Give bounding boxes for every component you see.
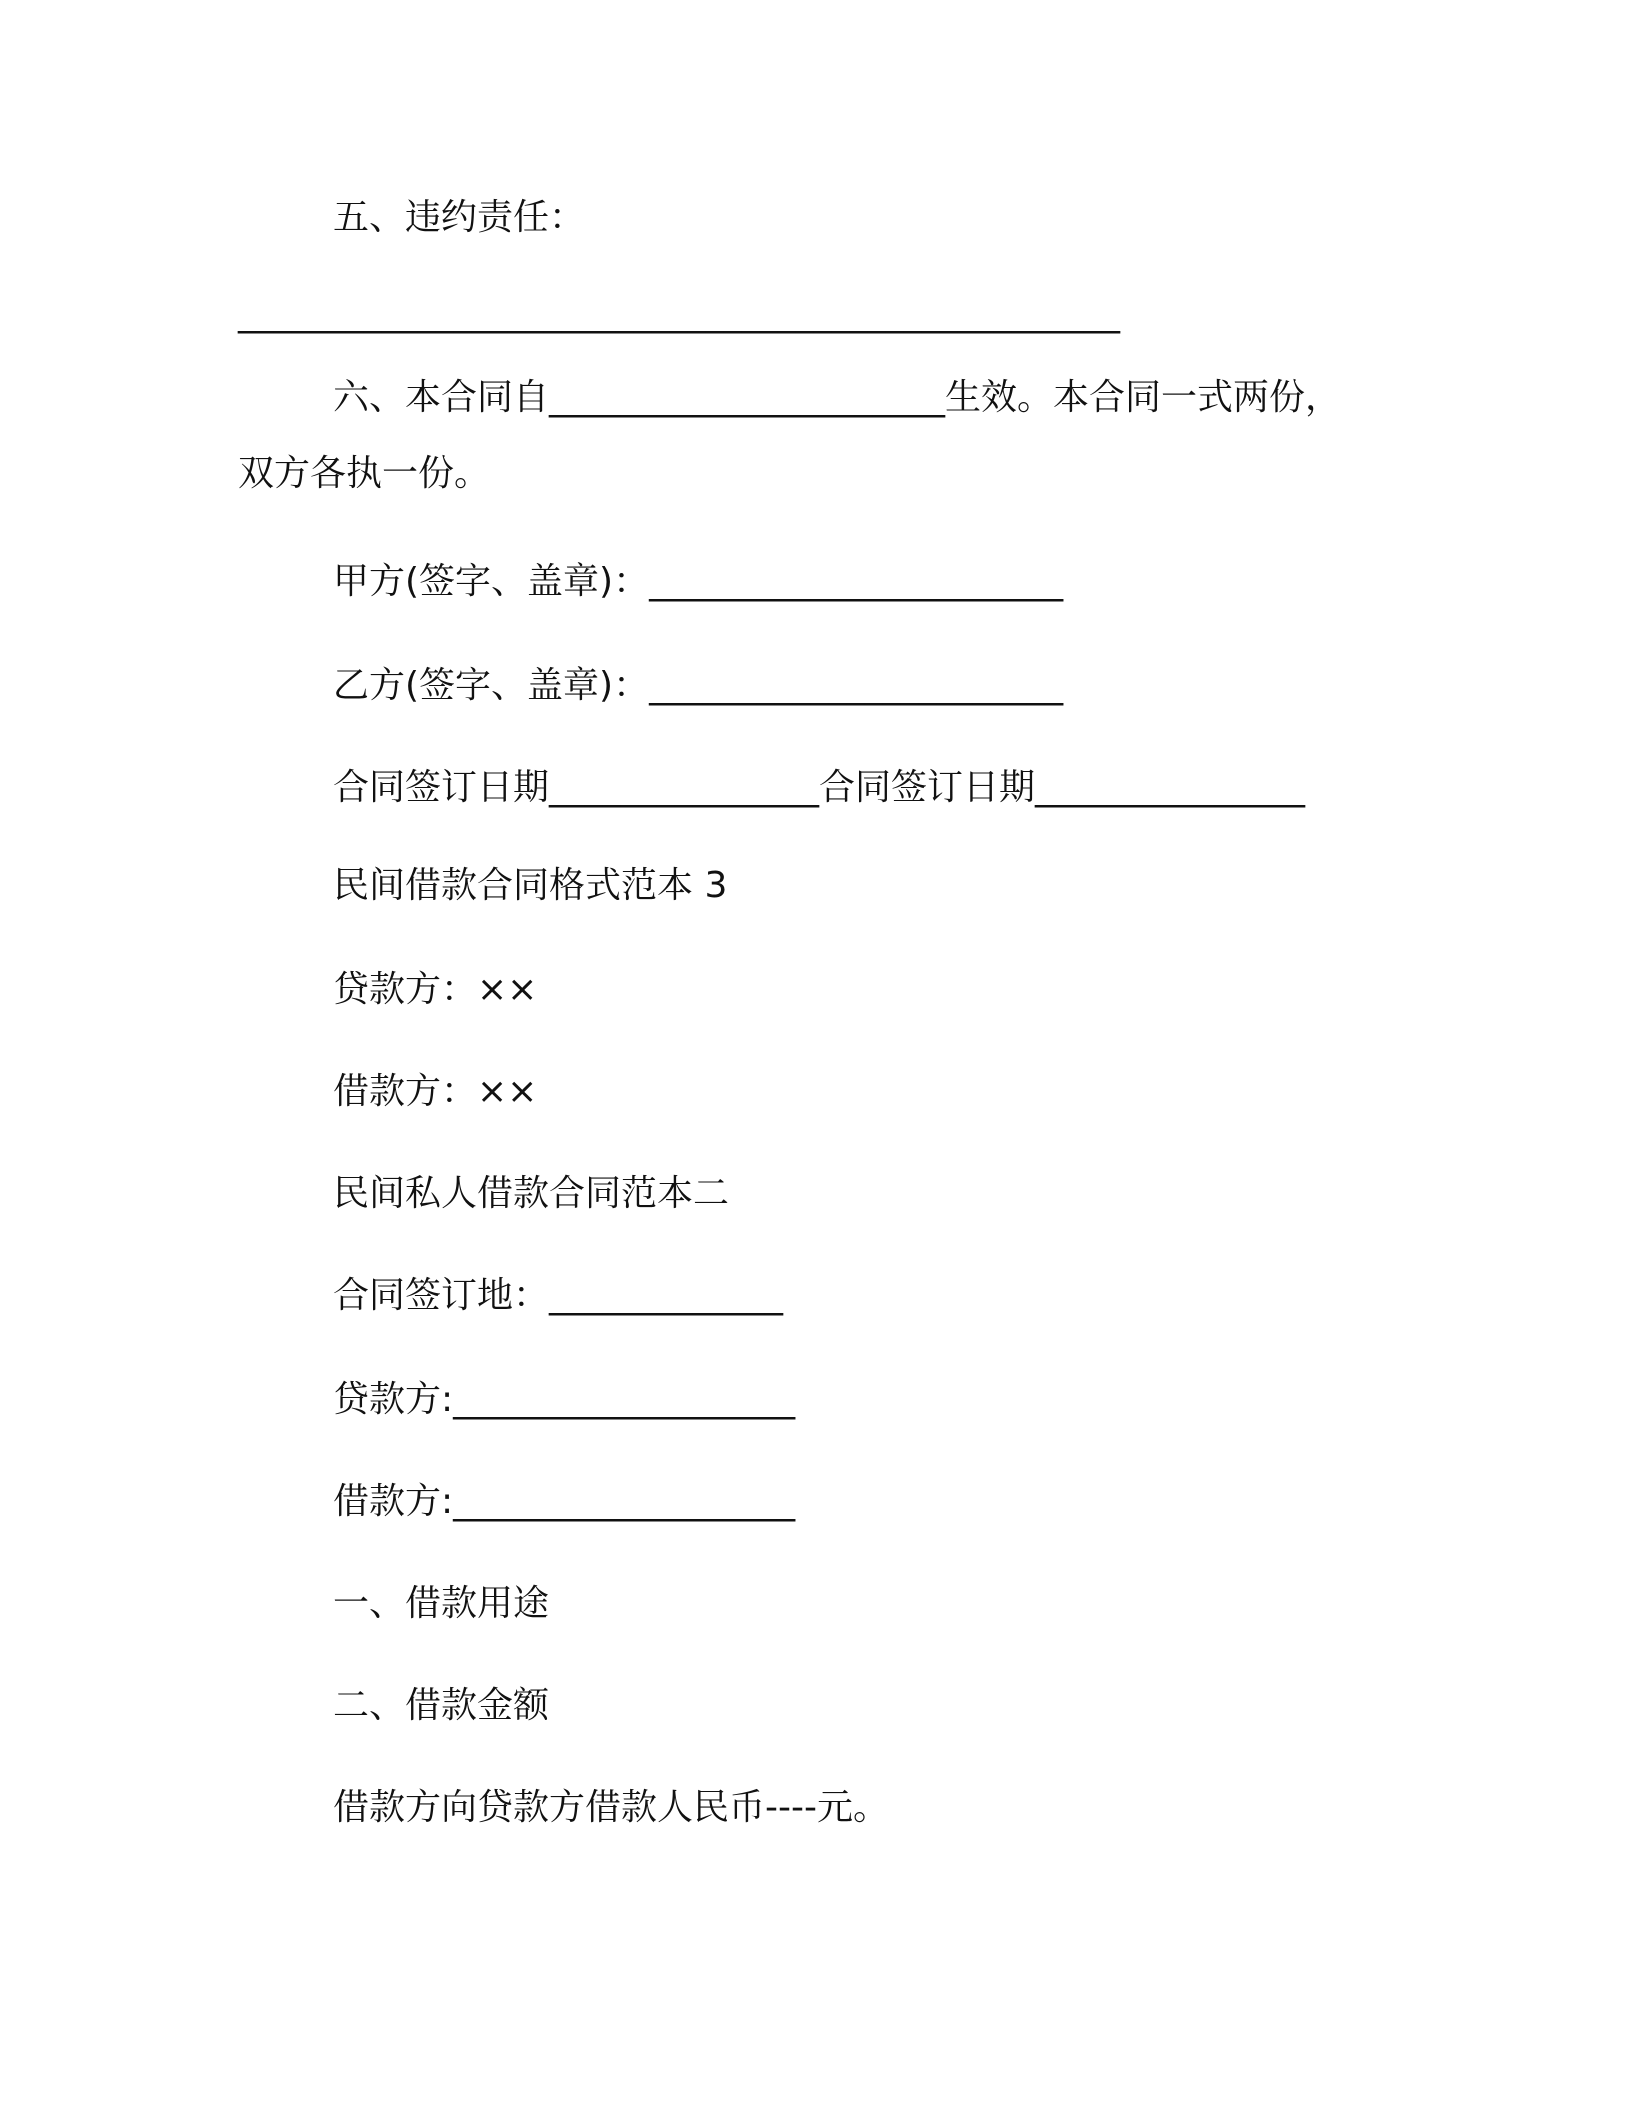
borrower-blank: 借款方:___________________ <box>333 1481 796 1522</box>
lender-line: 贷款方：×× <box>333 969 538 1010</box>
section-5-heading: 五、违约责任： <box>333 197 586 238</box>
section-6-paragraph-cont: 双方各执一份。 <box>238 453 491 494</box>
section-2-heading: 二、借款金额 <box>333 1685 550 1726</box>
template-3-title: 民间借款合同格式范本 3 <box>333 865 728 906</box>
section-1-heading: 一、借款用途 <box>333 1583 550 1624</box>
signing-dates: 合同签订日期_______________合同签订日期_______________ <box>333 767 1306 808</box>
loan-amount-text: 借款方向贷款方借款人民币----元。 <box>333 1787 889 1828</box>
blank-fill-line: _________________________________________________ <box>238 293 1120 334</box>
party-a-signature: 甲方(签字、盖章)：_______________________ <box>333 561 1064 602</box>
template-2-title: 民间私人借款合同范本二 <box>333 1173 730 1214</box>
borrower-line: 借款方：×× <box>333 1071 538 1112</box>
signing-place: 合同签订地：_____________ <box>333 1275 784 1316</box>
lender-blank: 贷款方:___________________ <box>333 1379 796 1420</box>
party-b-signature: 乙方(签字、盖章)：_______________________ <box>333 665 1064 706</box>
section-6-paragraph: 六、本合同自______________________生效。本合同一式两份， <box>333 377 1342 418</box>
